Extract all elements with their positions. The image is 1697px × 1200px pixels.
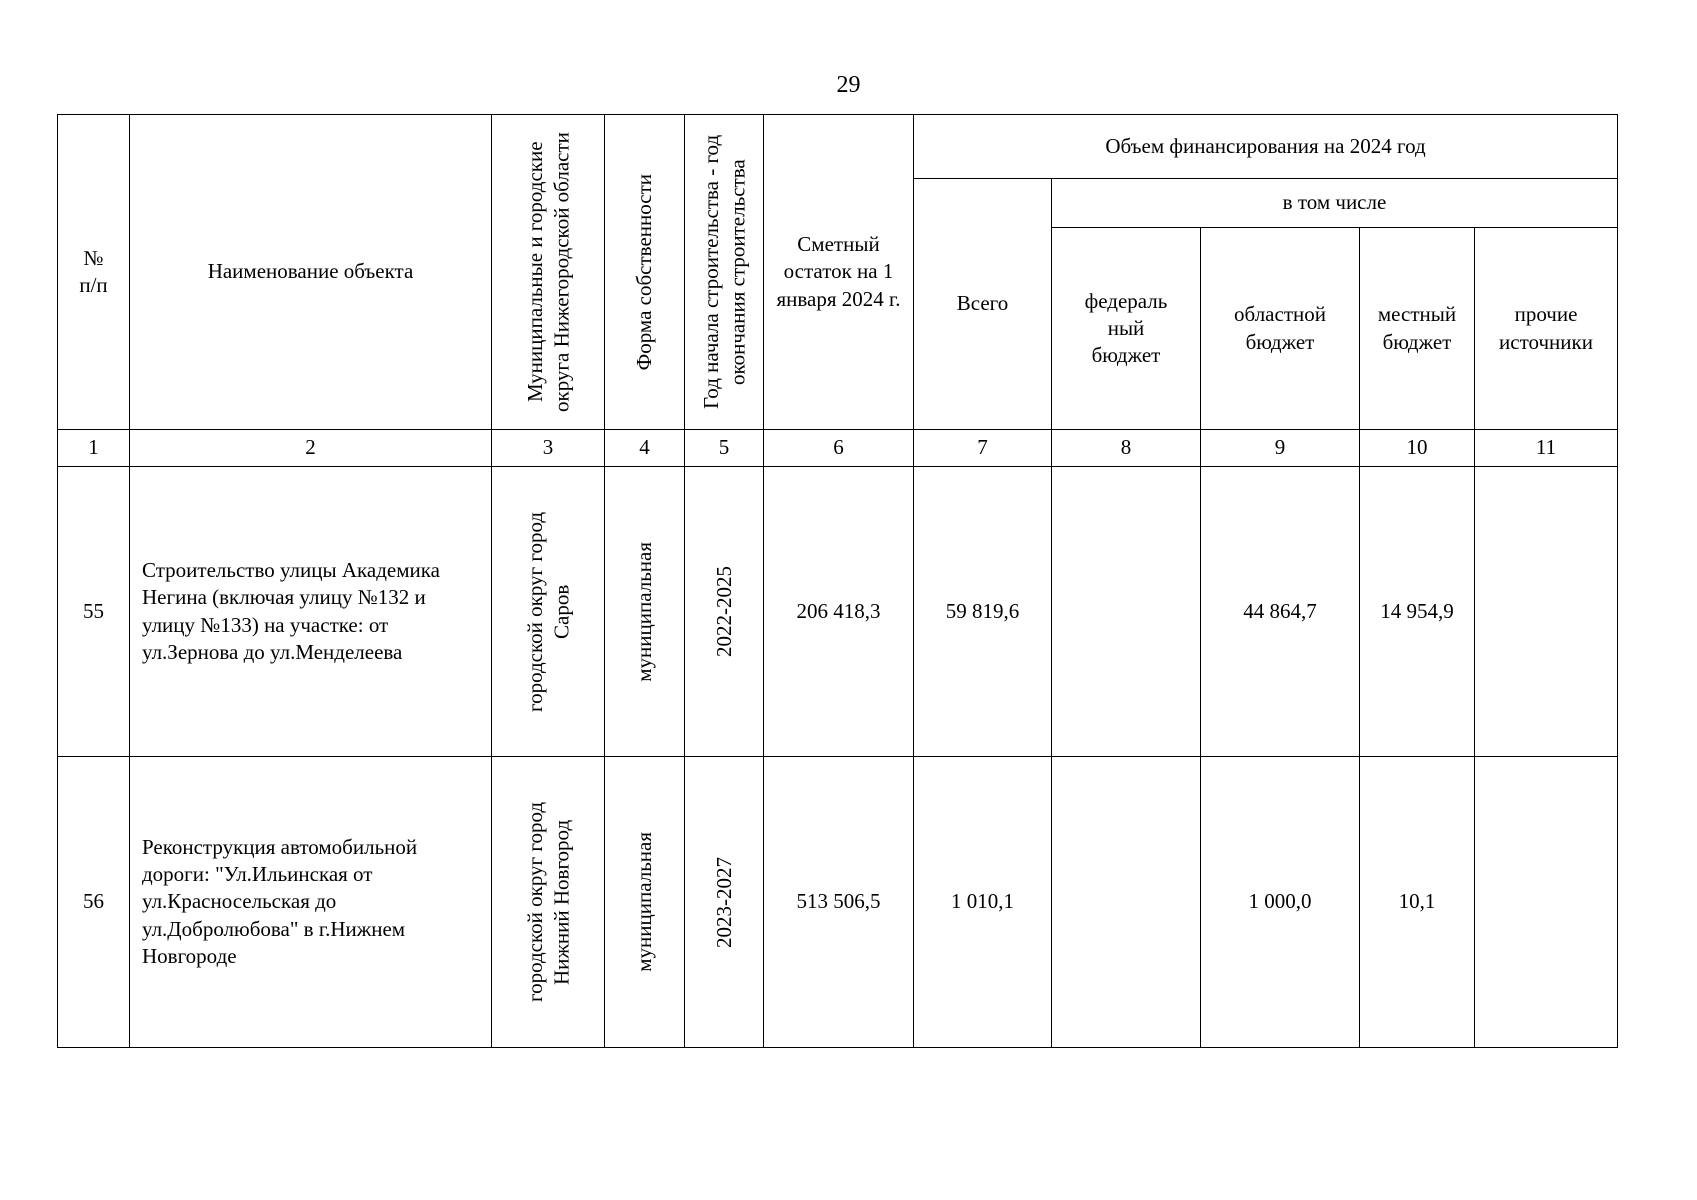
col-number: 9 (1201, 430, 1360, 467)
page-number: 29 (836, 72, 861, 98)
row-num: 55 (58, 467, 130, 757)
header-municipality: Муниципальные и городские округа Нижегородской области (492, 115, 605, 430)
header-ownership: Форма собственности (605, 115, 685, 430)
col-number: 6 (764, 430, 914, 467)
table-row (58, 467, 1618, 757)
header-federal: федераль ный бюджет (1052, 228, 1201, 430)
header-name: Наименование объекта (130, 115, 492, 430)
header-funding: Объем финансирования на 2024 год (914, 115, 1618, 179)
table-row (58, 757, 1618, 1048)
header-other: прочие источники (1475, 228, 1618, 430)
row-ownership: муниципальная (605, 757, 685, 1048)
row-other (1475, 757, 1618, 1048)
header-local: местный бюджет (1360, 228, 1475, 430)
header-total: Всего (914, 179, 1052, 430)
row-ownership: муниципальная (605, 467, 685, 757)
row-other (1475, 467, 1618, 757)
row-name: Строительство улицы Академика Негина (включая улицу №132 и улицу №133) на участке: от ул.Зернова до ул.Менделеева (130, 467, 492, 757)
row-local: 10,1 (1360, 757, 1475, 1048)
header-remainder: Сметный остаток на 1 января 2024 г. (764, 115, 914, 430)
col-number: 2 (130, 430, 492, 467)
row-years: 2022-2025 (685, 467, 764, 757)
row-total: 59 819,6 (914, 467, 1052, 757)
row-name: Реконструкция автомобильной дороги: "Ул.Ильинская от ул.Красносельская до ул.Добролюбова" в г.Нижнем Новгороде (130, 757, 492, 1048)
row-local: 14 954,9 (1360, 467, 1475, 757)
col-number: 4 (605, 430, 685, 467)
row-years: 2023-2027 (685, 757, 764, 1048)
row-federal (1052, 757, 1201, 1048)
row-num: 56 (58, 757, 130, 1048)
header-num: № п/п (58, 115, 130, 430)
header-years: Год начала строительства - год окончания строительства (685, 115, 764, 430)
row-remainder: 513 506,5 (764, 757, 914, 1048)
col-number: 8 (1052, 430, 1201, 467)
col-number: 3 (492, 430, 605, 467)
header-regional: областной бюджет (1201, 228, 1360, 430)
row-federal (1052, 467, 1201, 757)
col-number: 10 (1360, 430, 1475, 467)
row-regional: 44 864,7 (1201, 467, 1360, 757)
header-including: в том числе (1052, 179, 1618, 228)
col-number: 5 (685, 430, 764, 467)
column-numbers-row (58, 430, 1618, 467)
row-remainder: 206 418,3 (764, 467, 914, 757)
row-regional: 1 000,0 (1201, 757, 1360, 1048)
row-total: 1 010,1 (914, 757, 1052, 1048)
financing-table (57, 114, 1618, 1048)
row-municipality: городской округ город Саров (492, 467, 605, 757)
col-number: 7 (914, 430, 1052, 467)
row-municipality: городской округ город Нижний Новгород (492, 757, 605, 1048)
col-number: 1 (58, 430, 130, 467)
col-number: 11 (1475, 430, 1618, 467)
